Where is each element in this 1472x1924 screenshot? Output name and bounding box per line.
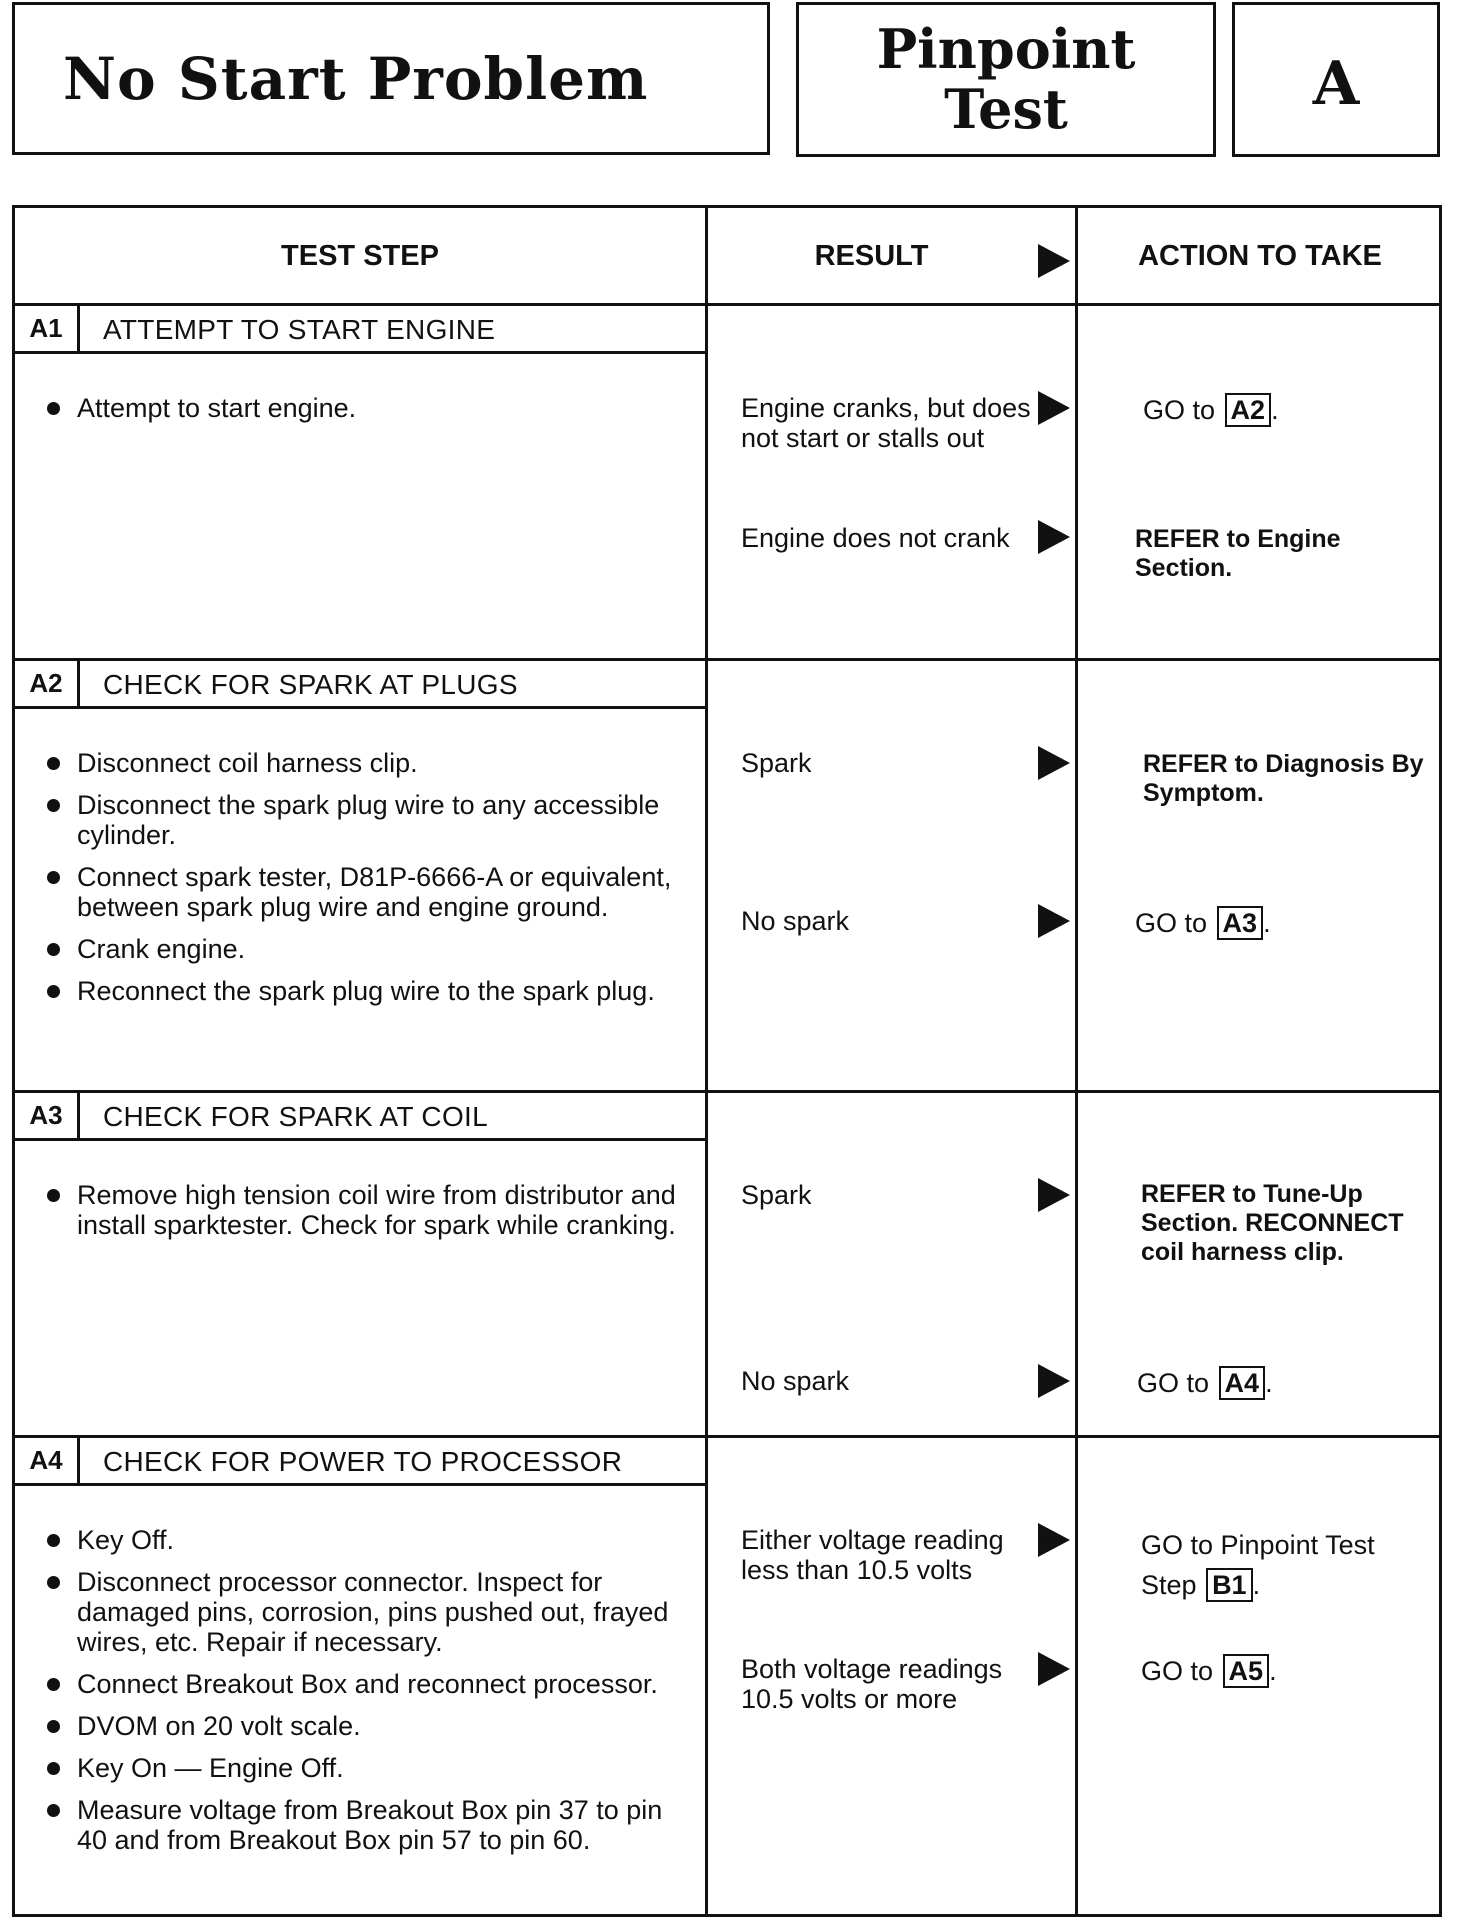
result-text: Spark: [741, 1180, 812, 1210]
step-title-bar: [15, 306, 707, 354]
instruction-item: Attempt to start engine.: [43, 393, 693, 423]
step-title: CHECK FOR POWER TO PROCESSOR: [103, 1446, 623, 1477]
action-text: REFER to Engine Section.: [1135, 525, 1341, 582]
test-letter-box: [1232, 2, 1440, 157]
arrow-icon: [1038, 391, 1070, 425]
step-title-bar: [15, 1438, 707, 1486]
action-text: REFER to Diagnosis By Symptom.: [1143, 750, 1424, 807]
step-title: ATTEMPT TO START ENGINE: [103, 314, 496, 345]
pinpoint-table: [12, 205, 1442, 1917]
action-header: ACTION TO TAKE: [1138, 240, 1382, 272]
step-title-bar: [15, 1093, 707, 1141]
step-reference: A4: [1219, 1366, 1266, 1400]
test-letter: A: [1312, 49, 1360, 119]
column-divider: [705, 208, 708, 1914]
instruction-item: Key On — Engine Off.: [43, 1753, 693, 1783]
step-instructions: [43, 1525, 693, 1867]
action-text: GO to A3 .: [1135, 908, 1271, 938]
step-id: A4: [15, 1438, 80, 1483]
instruction-item: DVOM on 20 volt scale.: [43, 1711, 693, 1741]
step-reference: A5: [1223, 1654, 1270, 1688]
step-reference: A3: [1217, 906, 1264, 940]
arrow-icon: [1038, 244, 1070, 278]
step-title: CHECK FOR SPARK AT PLUGS: [103, 669, 518, 700]
arrow-icon: [1038, 1364, 1070, 1398]
step-reference: A2: [1225, 393, 1272, 427]
result-text: Engine does not crank: [741, 523, 1010, 553]
arrow-icon: [1038, 1652, 1070, 1686]
result-text: No spark: [741, 1366, 850, 1396]
instruction-item: Crank engine.: [43, 934, 693, 964]
instruction-item: Measure voltage from Breakout Box pin 37 to pin 40 and from Breakout Box pin 57 to pin 60.: [43, 1795, 693, 1855]
step-id: A3: [15, 1093, 80, 1138]
result-text: Engine cranks, but does not start or stalls out: [741, 393, 1031, 453]
column-divider: [1075, 208, 1078, 1914]
title-box: [12, 2, 770, 155]
action-text: GO to Pinpoint Test Step B1 .: [1141, 1530, 1375, 1600]
instruction-item: Disconnect processor connector. Inspect for damaged pins, corrosion, pins pushed out, frayed wires, etc. Repair if necessary.: [43, 1567, 693, 1657]
step-title: CHECK FOR SPARK AT COIL: [103, 1101, 488, 1132]
instruction-item: Disconnect coil harness clip.: [43, 748, 693, 778]
step-title-bar: [15, 661, 707, 709]
arrow-icon: [1038, 746, 1070, 780]
step-instructions: [43, 393, 693, 435]
result-text: No spark: [741, 906, 850, 936]
action-text: GO to A2 .: [1143, 395, 1279, 425]
result-header: RESULT: [814, 240, 929, 272]
instruction-item: Connect Breakout Box and reconnect processor.: [43, 1669, 693, 1699]
action-text: GO to A5 .: [1141, 1656, 1277, 1686]
result-text: Either voltage reading less than 10.5 volts: [741, 1525, 1004, 1585]
arrow-icon: [1038, 1178, 1070, 1212]
instruction-item: Key Off.: [43, 1525, 693, 1555]
test-step-header: TEST STEP: [281, 240, 439, 272]
instruction-item: Remove high tension coil wire from distributor and install sparktester. Check for spark while cranking.: [43, 1180, 693, 1240]
action-text: REFER to Tune-Up Section. RECONNECT coil harness clip.: [1141, 1180, 1404, 1266]
step-instructions: [43, 748, 693, 1018]
page-title: No Start Problem: [63, 45, 649, 113]
step-reference: B1: [1206, 1568, 1253, 1602]
step-id: A2: [15, 661, 80, 706]
arrow-icon: [1038, 904, 1070, 938]
step-id: A1: [15, 306, 80, 351]
result-text: Spark: [741, 748, 812, 778]
pinpoint-label: Pinpoint Test: [876, 17, 1136, 141]
arrow-icon: [1038, 520, 1070, 554]
instruction-item: Connect spark tester, D81P-6666-A or equivalent, between spark plug wire and engine ground.: [43, 862, 693, 922]
step-instructions: [43, 1180, 693, 1252]
result-text: Both voltage readings 10.5 volts or more: [741, 1654, 1003, 1714]
instruction-item: Disconnect the spark plug wire to any accessible cylinder.: [43, 790, 693, 850]
pinpoint-test-box: [796, 2, 1216, 157]
action-text: GO to A4 .: [1137, 1368, 1273, 1398]
arrow-icon: [1038, 1523, 1070, 1557]
instruction-item: Reconnect the spark plug wire to the spark plug.: [43, 976, 693, 1006]
